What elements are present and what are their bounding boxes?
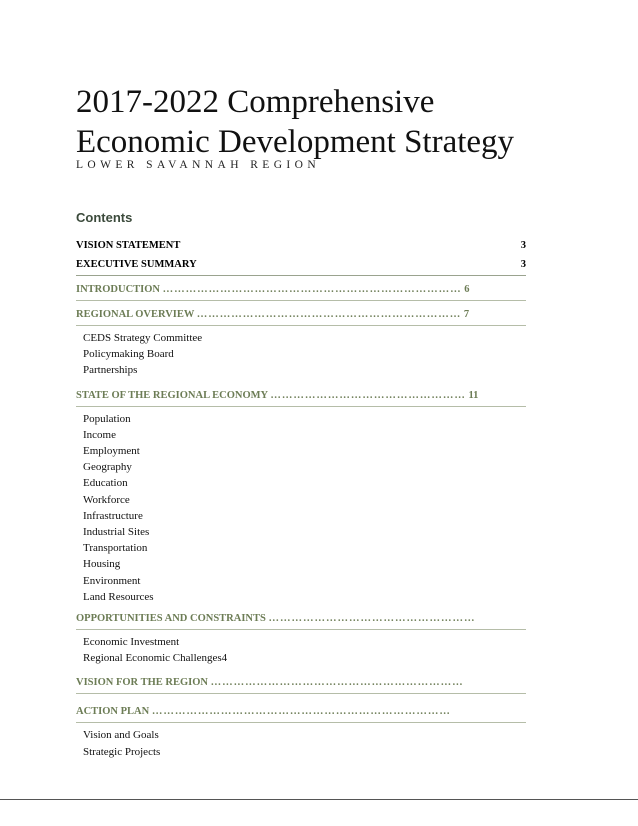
- toc-leader-dots: ……………………………………………………………………: [162, 284, 462, 295]
- region-subtitle: LOWER SAVANNAH REGION: [76, 159, 321, 171]
- divider: [76, 693, 526, 694]
- divider: [76, 629, 526, 630]
- toc-label: VISION FOR THE REGION: [76, 677, 208, 689]
- title-line-1: 2017-2022 Comprehensive: [76, 84, 435, 120]
- toc-subitem[interactable]: Economic Investment: [83, 636, 180, 649]
- toc-label: VISION STATEMENT: [76, 240, 181, 251]
- divider: [76, 406, 526, 407]
- toc-entry-action-plan[interactable]: [76, 702, 526, 721]
- toc-label: STATE OF THE REGIONAL ECONOMY: [76, 389, 268, 401]
- toc-sublist-action-plan: [76, 727, 526, 759]
- toc-label: INTRODUCTION: [76, 284, 161, 295]
- toc-subitem[interactable]: Vision and Goals: [83, 729, 159, 742]
- toc-leader-dots: ……………………………………………………………: [196, 309, 462, 320]
- toc-entry-vision-region[interactable]: [76, 673, 526, 692]
- toc-subitem[interactable]: Workforce: [83, 493, 130, 506]
- toc-page-number: 3: [520, 240, 526, 251]
- toc-label: OPPORTUNITIES AND CONSTRAINTS: [76, 613, 266, 625]
- toc-entry-opportunities[interactable]: [76, 609, 526, 628]
- toc-subitem[interactable]: CEDS Strategy Committee: [83, 332, 203, 344]
- table-of-contents: [76, 236, 526, 760]
- toc-entry-executive-summary[interactable]: [76, 255, 526, 274]
- divider: [76, 300, 526, 301]
- toc-subitem[interactable]: Transportation: [83, 542, 148, 555]
- toc-subitem[interactable]: Regional Economic Challenges4: [83, 652, 228, 665]
- toc-subitem[interactable]: Population: [83, 412, 131, 425]
- toc-label: REGIONAL OVERVIEW: [76, 309, 195, 320]
- toc-subitem[interactable]: Infrastructure: [83, 509, 143, 522]
- toc-label: ACTION PLAN: [76, 706, 150, 718]
- toc-subitem[interactable]: Partnerships: [83, 364, 138, 377]
- toc-entry-regional-economy[interactable]: [76, 386, 526, 405]
- toc-subitem[interactable]: Education: [83, 477, 128, 490]
- toc-subitem[interactable]: Employment: [83, 445, 140, 458]
- divider: [76, 722, 526, 723]
- toc-page-number: 11: [468, 389, 479, 401]
- divider: [76, 275, 526, 276]
- toc-entry-introduction[interactable]: [76, 280, 526, 299]
- page-bottom-rule: [0, 799, 638, 800]
- title-line-2: Economic Development Strategy: [76, 124, 515, 160]
- toc-leader-dots: ……………………………………………………………………: [151, 706, 451, 718]
- toc-subitem[interactable]: Geography: [83, 461, 132, 474]
- toc-label: EXECUTIVE SUMMARY: [76, 259, 197, 270]
- toc-subitem[interactable]: Income: [83, 428, 116, 441]
- toc-leader-dots: ………………………………………………: [268, 613, 476, 625]
- toc-leader-dots: …………………………………………………………: [210, 677, 464, 689]
- toc-subitem[interactable]: Land Resources: [83, 590, 154, 603]
- toc-sublist-regional-overview: [76, 330, 526, 379]
- toc-entry-vision-statement[interactable]: [76, 236, 526, 255]
- toc-leader-dots: ……………………………………………: [270, 389, 466, 401]
- toc-subitem[interactable]: Policymaking Board: [83, 348, 174, 361]
- contents-heading: Contents: [76, 210, 133, 225]
- toc-sublist-opportunities: [76, 634, 526, 666]
- divider: [76, 325, 526, 326]
- document-title: [76, 82, 616, 162]
- toc-entry-regional-overview[interactable]: [76, 305, 526, 324]
- toc-subitem[interactable]: Housing: [83, 558, 121, 571]
- toc-subitem[interactable]: Industrial Sites: [83, 526, 150, 539]
- toc-page-number: 7: [463, 309, 470, 320]
- toc-sublist-regional-economy: [76, 411, 526, 605]
- toc-page-number: 6: [464, 284, 470, 295]
- toc-subitem[interactable]: Environment: [83, 574, 141, 587]
- toc-subitem[interactable]: Strategic Projects: [83, 745, 161, 758]
- toc-page-number: 3: [520, 259, 526, 270]
